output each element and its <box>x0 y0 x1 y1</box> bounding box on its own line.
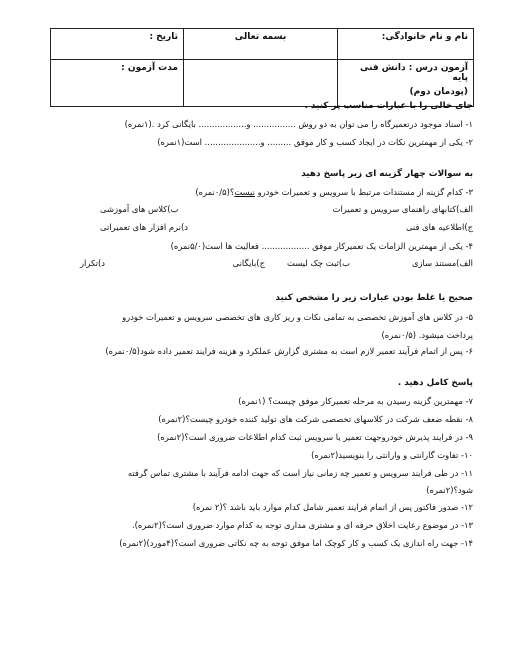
question-2: ۲- یکی از مهمترین نکات در ایجاد کسب و کار موفق ......... و..................... است(۱نمره) <box>157 137 473 147</box>
title-cell <box>184 29 338 60</box>
question-13: ۱۳- در موضوع رعایت اخلاق حرفه ای و مشتری مداری توجه به کدام موارد ضروری است؟(۲نمره). <box>131 520 473 530</box>
question-4: ۴- یکی از مهمترین الزامات یک تعمیرکار موفق .................. فعالیت ها است(۵/۰نمره) <box>170 241 473 251</box>
section3-title: صحیح یا غلط بودن عبارات زیر را مشخص کنید <box>275 293 473 303</box>
question-11-line1: ۱۱- در طی فرایند سرویس و تعمیر چه زمانی نیاز است که جهت ادامه فرآیند با مشتری تماس گرفته <box>127 468 473 478</box>
exam-label: آزمون درس : دانش فنی پایه <box>360 63 468 83</box>
section1-title: جای خالی را با عبارات مناسب پر کنید . <box>304 101 473 111</box>
exam-sub-label: (پودمان دوم) <box>409 87 468 97</box>
question-5-line1: ۵- در کلاس های آموزش تخصصی به تمامی نکات و ریز کاری های تخصصی سرویس و تعمیرات خودرو <box>122 312 473 322</box>
q4-option-d: د)تکرار <box>80 258 105 268</box>
question-8: ۸- نقطه ضعف شرکت در کلاسهای تخصصی شرکت های تولید کننده خودرو چیست؟(۲نمره) <box>158 414 473 424</box>
date-cell <box>51 29 184 60</box>
q3-option-c: ج)اطلاعیه های فنی <box>405 222 473 232</box>
question-11-line2: شود؟(۲نمره) <box>426 485 473 495</box>
question-5-line2: پرداخت میشود. (۰/۵نمره) <box>381 330 473 340</box>
q4-option-a: الف)مستند سازی <box>411 258 473 268</box>
date-label: تاریخ : <box>149 32 178 42</box>
question-9: ۹- در فرایند پذیرش خودروجهت تعمیر یا سرویس ثبت کدام اطلاعات ضروری است؟(۲نمره) <box>157 432 473 442</box>
q4-option-c: ج)بایگانی <box>232 258 265 268</box>
section2-title: به سوالات چهار گزینه ای زیر پاسخ دهید <box>301 169 473 179</box>
question-10: ۱۰- تفاوت گارانتی و وارانتی را بنویسید(۲نمره) <box>311 450 473 460</box>
header-table <box>50 28 474 107</box>
question-3 <box>37 186 473 198</box>
q4-option-b: ب)ثبت چک لیست <box>286 258 350 268</box>
question-7: ۷- مهمترین گزینه رسیدن به مرحله تعمیرکار موفق چیست؟ (۱نمره) <box>238 396 473 406</box>
student-name-label: نام و نام خانوادگی: <box>381 32 468 42</box>
question-12: ۱۲- صدور فاکتور پس از اتمام فرایند تعمیر شامل کدام موارد باید باشد ؟(۲ نمره) <box>192 502 473 512</box>
q3-option-a: الف)کتابهای راهنمای سرویس و تعمیرات <box>332 204 473 214</box>
q3-option-b: ب)کلاس های آموزشی <box>100 204 179 214</box>
question-1: ۱- اسناد موجود درتعمیرگاه را می توان به دو روش ................ و.................. بایگانی کرد .(۱نمره) <box>124 119 473 129</box>
q3-option-d: د)نرم افزار های تعمیراتی <box>100 222 188 232</box>
question-3-post: ؟(۰/۵نمره) <box>195 187 235 197</box>
duration-label: مدت آزمون : <box>121 63 178 73</box>
question-14: ۱۴- جهت راه اندازی یک کسب و کار کوچک اما موفق توجه به چه نکاتی ضروری است؟(۴مورد)(۲نمره) <box>119 538 473 548</box>
question-6: ۶- پس از اتمام فرآیند تعمیر لازم است به مشتری گزارش عملکرد و هزینه فرایند تعمیر داده شود(۰/۵نمره) <box>105 346 473 356</box>
page-title: بسمه تعالی <box>234 32 287 42</box>
question-3-pre: ۳- کدام گزینه از مستندات مرتبط با سرویس و تعمیرات خودرو <box>254 187 473 197</box>
question-3-underlined: نیست <box>234 187 255 197</box>
student-name-cell <box>338 29 474 60</box>
section4-title: پاسخ کامل دهید . <box>397 378 473 388</box>
